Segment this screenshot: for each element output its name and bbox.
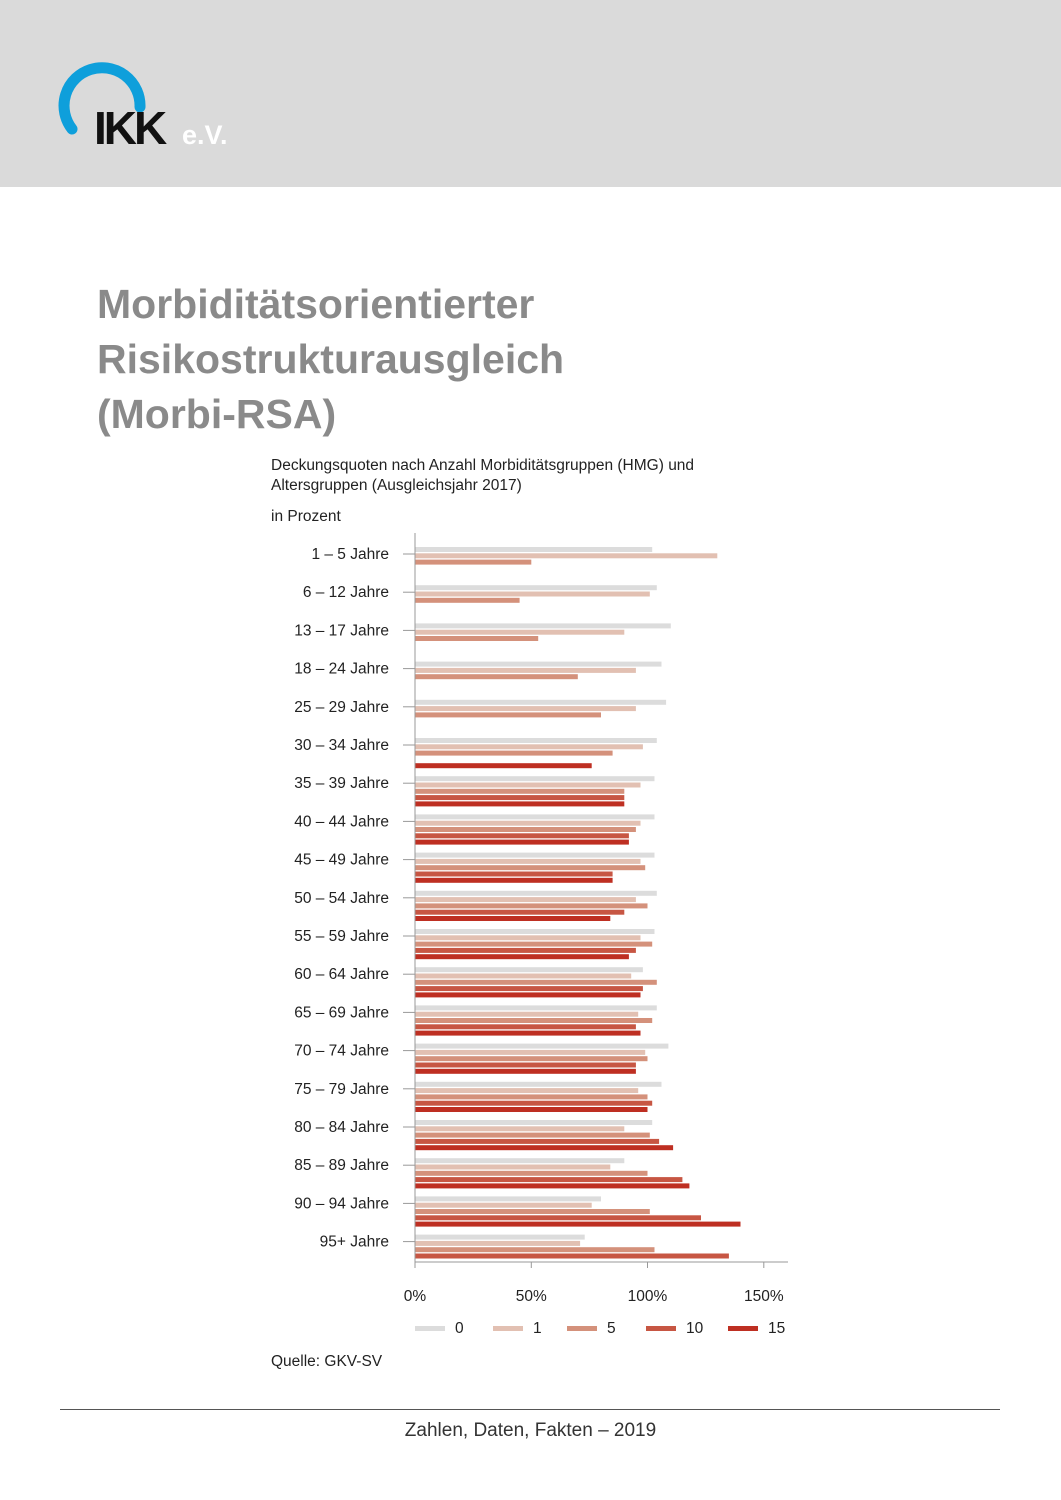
- legend-swatch-5: [567, 1326, 597, 1331]
- bar-11-series-10: [415, 948, 636, 953]
- bar-7-series-0: [415, 776, 655, 781]
- x-tick-label: 50%: [515, 1288, 547, 1305]
- legend-swatch-1: [493, 1326, 523, 1331]
- category-label: 95+ Jahre: [319, 1233, 389, 1251]
- bar-19-series-0: [415, 1235, 585, 1240]
- category-label: 80 – 84 Jahre: [294, 1119, 389, 1136]
- bar-16-series-1: [415, 1126, 624, 1131]
- bar-17-series-15: [415, 1183, 689, 1188]
- bar-17-series-10: [415, 1177, 682, 1182]
- bar-10-series-0: [415, 891, 657, 896]
- bar-8-series-15: [415, 840, 629, 845]
- bar-13-series-1: [415, 1012, 638, 1017]
- category-label: 65 – 69 Jahre: [294, 1004, 389, 1022]
- bar-15-series-0: [415, 1082, 662, 1087]
- bar-19-series-1: [415, 1241, 580, 1246]
- bar-5-series-0: [415, 700, 666, 705]
- bar-19-series-10: [415, 1254, 729, 1259]
- legend-label-5: 5: [607, 1320, 616, 1337]
- bar-8-series-1: [415, 821, 641, 826]
- legend-label-1: 1: [533, 1320, 542, 1337]
- bar-2-series-1: [415, 592, 650, 597]
- category-label: 45 – 49 Jahre: [294, 851, 389, 869]
- bar-14-series-1: [415, 1050, 645, 1055]
- bar-7-series-15: [415, 801, 624, 806]
- category-label: 70 – 74 Jahre: [294, 1042, 389, 1060]
- category-label: 50 – 54 Jahre: [294, 889, 389, 907]
- bar-14-series-0: [415, 1044, 668, 1049]
- bar-1-series-1: [415, 553, 717, 558]
- bar-10-series-5: [415, 903, 648, 908]
- bar-7-series-10: [415, 795, 624, 800]
- logo-suffix: e.V.: [182, 120, 228, 150]
- bar-4-series-0: [415, 662, 662, 667]
- source-note: Quelle: GKV-SV: [271, 1353, 383, 1370]
- bar-15-series-1: [415, 1088, 638, 1093]
- bar-9-series-5: [415, 865, 645, 870]
- category-label: 6 – 12 Jahre: [302, 584, 389, 602]
- bar-10-series-10: [415, 910, 624, 915]
- bar-18-series-0: [415, 1196, 601, 1201]
- category-label: 60 – 64 Jahre: [294, 966, 389, 984]
- bar-9-series-0: [415, 853, 655, 858]
- title-line-3: (Morbi-RSA): [97, 391, 337, 437]
- category-label: 13 – 17 Jahre: [294, 622, 389, 640]
- bar-10-series-1: [415, 897, 636, 902]
- legend-label-0: 0: [455, 1320, 464, 1337]
- page-title: [97, 277, 564, 442]
- bar-15-series-5: [415, 1094, 648, 1099]
- bar-14-series-15: [415, 1069, 636, 1074]
- bar-18-series-5: [415, 1209, 650, 1214]
- bar-17-series-5: [415, 1171, 648, 1176]
- x-tick-label: 0%: [403, 1288, 427, 1305]
- coverage-bar-chart: [270, 530, 810, 1350]
- bar-7-series-1: [415, 783, 641, 788]
- bar-13-series-10: [415, 1024, 636, 1029]
- bar-11-series-1: [415, 935, 641, 940]
- logo-text: IKK: [94, 102, 165, 154]
- bar-16-series-15: [415, 1145, 673, 1150]
- bar-2-series-5: [415, 598, 520, 603]
- bar-11-series-0: [415, 929, 655, 934]
- bar-12-series-5: [415, 980, 657, 985]
- bar-12-series-10: [415, 986, 643, 991]
- bar-12-series-0: [415, 967, 643, 972]
- bar-5-series-1: [415, 706, 636, 711]
- category-label: 25 – 29 Jahre: [294, 698, 389, 716]
- title-line-2: Risikostrukturausgleich: [97, 336, 565, 382]
- footer-rule: [60, 1409, 1000, 1410]
- bar-9-series-10: [415, 872, 613, 877]
- bar-3-series-1: [415, 630, 624, 635]
- bar-19-series-5: [415, 1247, 655, 1252]
- ikk-logo: [58, 55, 258, 155]
- bar-5-series-5: [415, 712, 601, 717]
- bar-18-series-15: [415, 1222, 741, 1227]
- bar-13-series-0: [415, 1005, 657, 1010]
- bar-6-series-0: [415, 738, 657, 743]
- bar-11-series-15: [415, 954, 629, 959]
- bar-15-series-10: [415, 1101, 652, 1106]
- category-label: 90 – 94 Jahre: [294, 1195, 389, 1213]
- bar-15-series-15: [415, 1107, 648, 1112]
- category-label: 18 – 24 Jahre: [294, 660, 389, 678]
- bar-14-series-10: [415, 1063, 636, 1068]
- title-line-1: Morbiditätsorientierter: [97, 281, 535, 327]
- bar-16-series-0: [415, 1120, 652, 1125]
- bar-13-series-15: [415, 1031, 641, 1036]
- bar-3-series-5: [415, 636, 538, 641]
- bar-13-series-5: [415, 1018, 652, 1023]
- legend-swatch-10: [646, 1326, 676, 1331]
- bar-9-series-1: [415, 859, 641, 864]
- bar-17-series-1: [415, 1165, 610, 1170]
- bar-14-series-5: [415, 1056, 648, 1061]
- bar-16-series-5: [415, 1133, 650, 1138]
- legend-swatch-15: [728, 1326, 758, 1331]
- category-label: 1 – 5 Jahre: [311, 546, 389, 563]
- bar-4-series-1: [415, 668, 636, 673]
- bar-9-series-15: [415, 878, 613, 883]
- bar-18-series-10: [415, 1215, 701, 1220]
- bar-3-series-0: [415, 623, 671, 628]
- legend-label-15: 15: [768, 1320, 786, 1337]
- bar-1-series-5: [415, 560, 531, 565]
- x-tick-label: 150%: [743, 1288, 784, 1305]
- header-band: [0, 0, 1061, 187]
- bar-6-series-5: [415, 751, 613, 756]
- bar-2-series-0: [415, 585, 657, 590]
- footer-text: Zahlen, Daten, Fakten – 2019: [404, 1420, 657, 1441]
- bar-1-series-0: [415, 547, 652, 552]
- category-label: 40 – 44 Jahre: [294, 813, 389, 831]
- bar-12-series-15: [415, 992, 641, 997]
- legend-label-10: 10: [686, 1320, 704, 1337]
- bar-8-series-0: [415, 814, 655, 819]
- bar-16-series-10: [415, 1139, 659, 1144]
- bar-6-series-15: [415, 763, 592, 768]
- bar-6-series-1: [415, 744, 643, 749]
- bar-12-series-1: [415, 974, 631, 979]
- bar-11-series-5: [415, 942, 652, 947]
- bar-10-series-15: [415, 916, 610, 921]
- legend-swatch-0: [415, 1326, 445, 1331]
- bar-8-series-5: [415, 827, 636, 832]
- bar-18-series-1: [415, 1203, 592, 1208]
- category-label: 85 – 89 Jahre: [294, 1157, 389, 1175]
- unit-label: in Prozent: [271, 508, 341, 525]
- bar-7-series-5: [415, 789, 624, 794]
- chart-subtitle: Deckungsquoten nach Anzahl Morbiditätsgruppen (HMG) und Altersgruppen (Ausgleichsjahr 2017): [271, 457, 695, 494]
- category-label: 55 – 59 Jahre: [294, 928, 389, 945]
- category-label: 75 – 79 Jahre: [294, 1080, 389, 1098]
- bar-8-series-10: [415, 833, 629, 838]
- x-tick-label: 100%: [627, 1288, 668, 1305]
- category-label: 30 – 34 Jahre: [294, 737, 389, 754]
- bar-4-series-5: [415, 674, 578, 679]
- bar-17-series-0: [415, 1158, 624, 1163]
- category-label: 35 – 39 Jahre: [294, 775, 389, 793]
